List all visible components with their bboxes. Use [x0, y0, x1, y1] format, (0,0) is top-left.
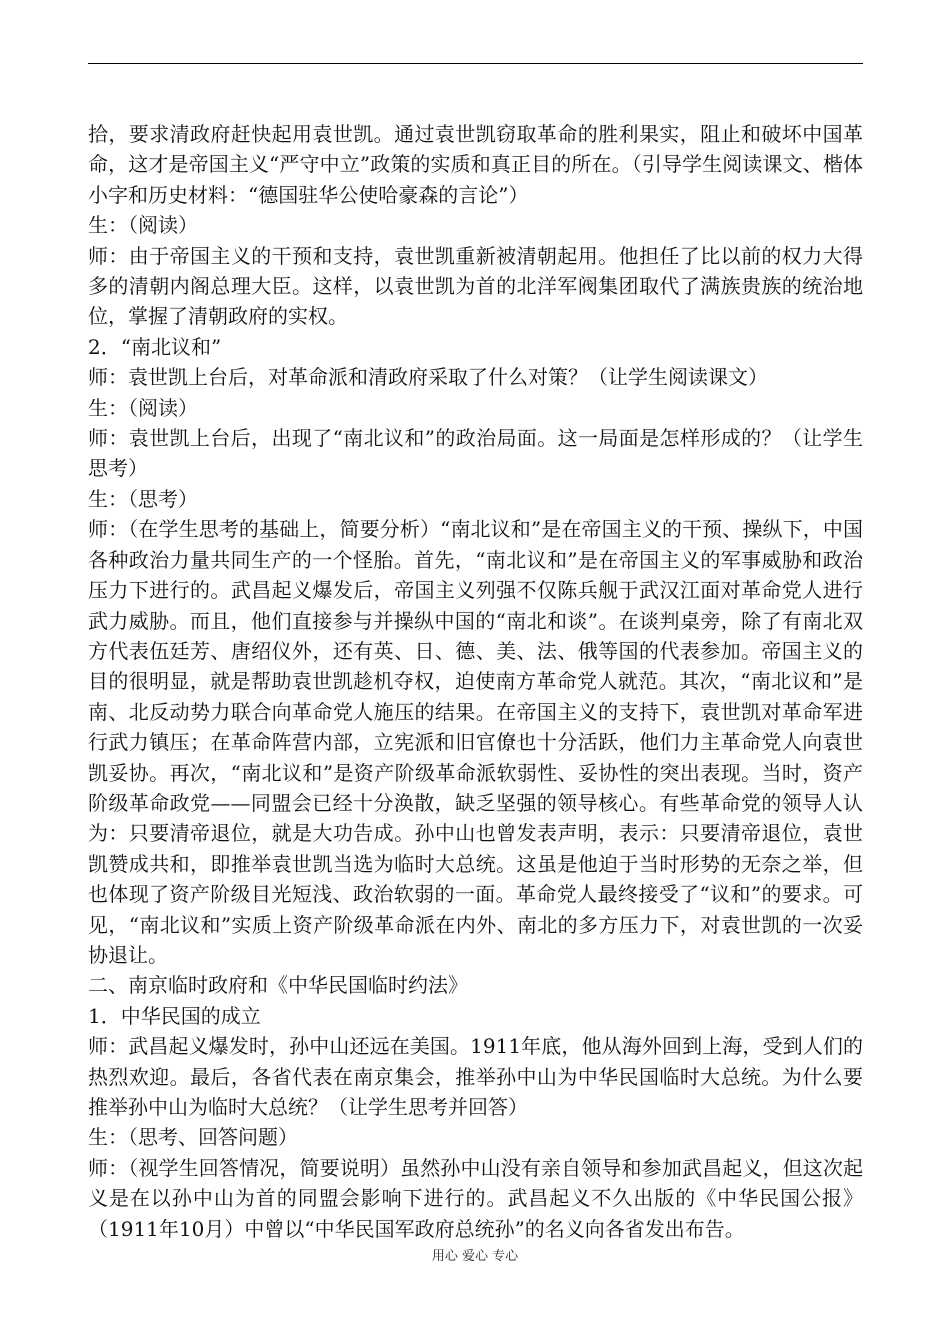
- paragraph: 师：袁世凯上台后，对革命派和清政府采取了什么对策？（让学生阅读课文）: [88, 365, 768, 390]
- paragraph: 生：（阅读）: [88, 395, 198, 420]
- header-rule: [88, 63, 863, 64]
- paragraph: 拾，要求清政府赶快起用袁世凯。通过袁世凯窃取革命的胜利果实，阻止和破坏中国革命，这才是帝国主义“严守中立”政策的实质和真正目的所在。（引导学生阅读课文、楷体小字和历史材料：“德国驻华公使哈豪森的言论”）: [88, 122, 863, 207]
- section-heading: 1．中华民国的成立: [88, 1003, 261, 1028]
- document-body: [88, 119, 863, 1244]
- paragraph: 师：（视学生回答情况，简要说明）虽然孙中山没有亲自领导和参加武昌起义，但这次起义是在以孙中山为首的同盟会影响下进行的。武昌起义不久出版的《中华民国公报》（1911年10月）中曾以“中华民国军政府总统孙”的名义向各省发出布告。: [88, 1155, 863, 1241]
- section-heading: 2．“南北议和”: [88, 334, 222, 359]
- paragraph: 生：（思考、回答问题）: [88, 1125, 298, 1150]
- paragraph: 生：（阅读）: [88, 213, 198, 238]
- page-footer: 用心 爱心 专心: [431, 1249, 519, 1264]
- paragraph: 师：武昌起义爆发时，孙中山还远在美国。1911年底，他从海外回到上海，受到人们的热烈欢迎。最后，各省代表在南京集会，推举孙中山为中华民国临时大总统。为什么要推举孙中山为临时大总统？（让学生思考并回答）: [88, 1034, 863, 1119]
- section-heading: 二、南京临时政府和《中华民国临时约法》: [88, 973, 468, 998]
- paragraph: 生：（思考）: [88, 486, 198, 511]
- paragraph: 师：（在学生思考的基础上，简要分析）“南北议和”是在帝国主义的干预、操纵下，中国各种政治力量共同生产的一个怪胎。首先，“南北议和”是在帝国主义的军事威胁和政治压力下进行的。武昌起义爆发后，帝国主义列强不仅陈兵舰于武汉江面对革命党人进行武力威胁。而且，他们直接参与并操纵中国的“南北和谈”。在谈判桌旁，除了有南北双方代表伍廷芳、唐绍仪外，还有英、日、德、美、法、俄等国的代表参加。帝国主义的目的很明显，就是帮助袁世凯趁机夺权，迫使南方革命党人就范。其次，“南北议和”是南、北反动势力联合向革命党人施压的结果。在帝国主义的支持下，袁世凯对革命军进行武力镇压；在革命阵营内部，立宪派和旧官僚也十分活跃，他们力主革命党人向袁世凯妥协。再次，“南北议和”是资产阶级革命派软弱性、妥协性的突出表现。当时，资产阶级革命政党——同盟会已经十分涣散，缺乏坚强的领导核心。有些革命党的领导人认为：只要清帝退位，就是大功告成。孙中山也曾发表声明，表示：只要清帝退位，袁世凯赞成共和，即推举袁世凯当选为临时大总统。这虽是他迫于当时形势的无奈之举，但也体现了资产阶级目光短浅、政治软弱的一面。革命党人最终接受了“议和”的要求。可见，“南北议和”实质上资产阶级革命派在内外、南北的多方压力下，对袁世凯的一次妥协退让。: [88, 517, 863, 967]
- paragraph: 师：袁世凯上台后，出现了“南北议和”的政治局面。这一局面是怎样形成的？（让学生思考）: [88, 426, 863, 481]
- paragraph: 师：由于帝国主义的干预和支持，袁世凯重新被清朝起用。他担任了比以前的权力大得多的清朝内阁总理大臣。这样，以袁世凯为首的北洋军阀集团取代了满族贵族的统治地位，掌握了清朝政府的实权。: [88, 243, 863, 329]
